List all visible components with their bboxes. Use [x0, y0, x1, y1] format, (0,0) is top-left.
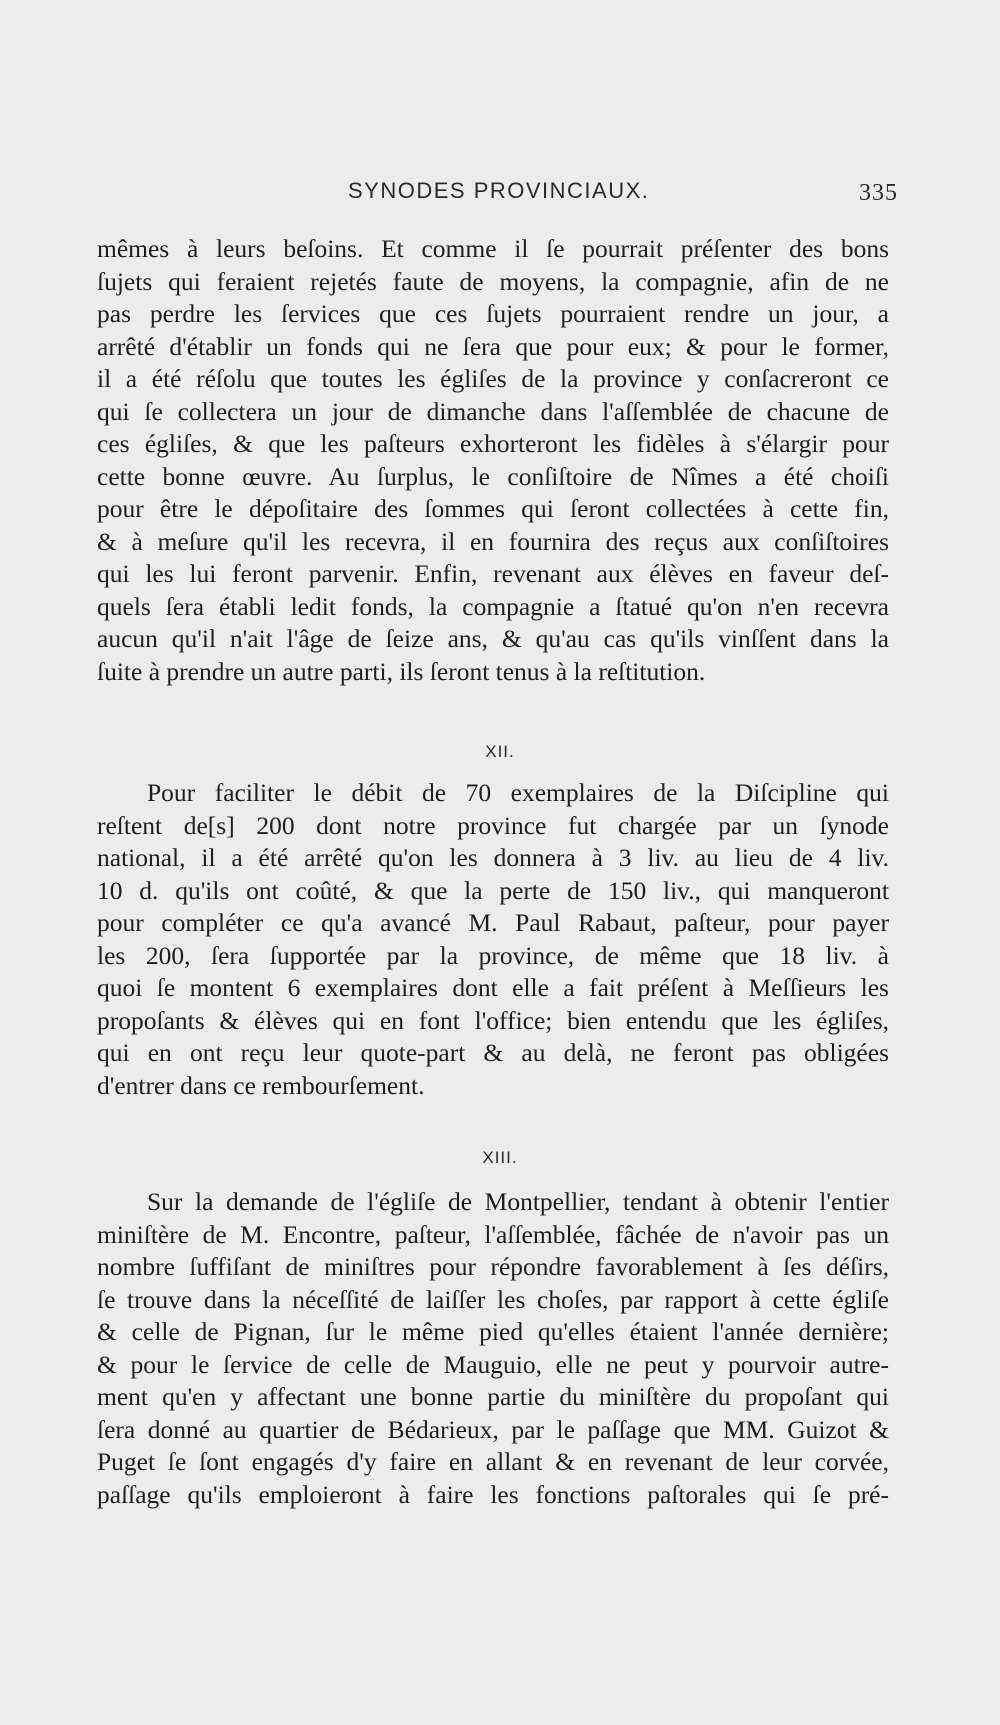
- text-line: & pour le ſervice de celle de Mauguio, elle ne peut y pourvoir autre-: [97, 1349, 889, 1379]
- text-line: reſtent de[s] 200 dont notre province fut chargée par un ſynode: [97, 810, 889, 840]
- text-line: propoſants & élèves qui en font l'office; bien entendu que les égliſes,: [97, 1005, 889, 1035]
- section-heading: XII.: [485, 742, 515, 761]
- text-line: ſe trouve dans la néceſſité de laiſſer les choſes, par rapport à cette égliſe: [97, 1284, 889, 1314]
- paragraph-continued: [97, 233, 889, 688]
- text-line: miniſtère de M. Encontre, paſteur, l'aſſemblée, fâchée de n'avoir pas un: [97, 1219, 889, 1249]
- text-line: qui les lui feront parvenir. Enfin, revenant aux élèves en faveur deſ-: [97, 559, 889, 588]
- text-line: nombre ſuffiſant de miniſtres pour répondre favorablement à ſes déſirs,: [97, 1252, 889, 1281]
- text-line: ſujets qui feraient rejetés faute de moyens, la compagnie, afin de ne: [97, 266, 889, 296]
- text-line: Sur la demande de l'égliſe de Montpellier, tendant à obtenir l'entier: [147, 1187, 889, 1216]
- text-line: Puget ſe ſont engagés d'y faire en allant & en revenant de leur corvée,: [97, 1447, 889, 1476]
- text-line: d'entrer dans ce rembourſement.: [97, 1070, 425, 1100]
- section-paragraph: [97, 777, 889, 1102]
- page-number: 335: [859, 180, 898, 206]
- text-line: pour compléter ce qu'a avancé M. Paul Rabaut, paſteur, pour payer: [97, 908, 889, 937]
- text-line: qui en ont reçu leur quote-part & au delà, ne feront pas obligées: [97, 1038, 889, 1067]
- text-line: pas perdre les ſervices que ces ſujets pourraient rendre un jour, a: [97, 299, 889, 328]
- text-line: ment qu'en y affectant une bonne partie du miniſtère du propoſant qui: [97, 1382, 889, 1411]
- text-line: cette bonne œuvre. Au ſurplus, le conſiſtoire de Nîmes a été choiſi: [97, 461, 889, 491]
- running-title: SYNODES PROVINCIAUX.: [348, 178, 650, 203]
- section-heading: XIII.: [482, 1148, 518, 1167]
- text-line: quels ſera établi ledit fonds, la compagnie a ſtatué qu'on n'en recevra: [97, 591, 889, 621]
- text-line: arrêté d'établir un fonds qui ne ſera que pour eux; & pour le former,: [97, 331, 889, 361]
- text-line: ces égliſes, & que les paſteurs exhorteront les fidèles à s'élargir pour: [97, 429, 889, 458]
- text-line: qui ſe collectera un jour de dimanche dans l'aſſemblée de chacune de: [97, 396, 889, 426]
- running-head: [98, 178, 898, 218]
- text-line: & à meſure qu'il les recevra, il en fournira des reçus aux conſiſtoires: [97, 526, 889, 556]
- text-line: ſera donné au quartier de Bédarieux, par le paſſage que MM. Guizot &: [97, 1414, 889, 1444]
- text-line: mêmes à leurs beſoins. Et comme il ſe pourrait préſenter des bons: [97, 234, 889, 263]
- text-line: quoi ſe montent 6 exemplaires dont elle a fait préſent à Meſſieurs les: [97, 973, 889, 1002]
- text-line: les 200, ſera ſupportée par la province, de même que 18 liv. à: [97, 940, 889, 970]
- section-paragraph: [97, 1186, 889, 1511]
- text-line: paſſage qu'ils emploieront à faire les fonctions paſtorales qui ſe pré-: [97, 1479, 889, 1509]
- text-line: national, il a été arrêté qu'on les donnera à 3 liv. au lieu de 4 liv.: [97, 843, 889, 872]
- text-line: aucun qu'il n'ait l'âge de ſeize ans, & qu'au cas qu'ils vinſſent dans la: [97, 624, 889, 653]
- text-line: ſuite à prendre un autre parti, ils ſeront tenus à la reſtitution.: [97, 656, 706, 686]
- text-line: pour être le dépoſitaire des ſommes qui ſeront collectées à cette fin,: [97, 494, 889, 523]
- text-line: Pour faciliter le débit de 70 exemplaires de la Diſcipline qui: [147, 778, 889, 807]
- text-line: il a été réſolu que toutes les égliſes de la province y conſacreront ce: [97, 364, 889, 393]
- text-line: & celle de Pignan, ſur le même pied qu'elles étaient l'année dernière;: [97, 1317, 889, 1346]
- text-line: 10 d. qu'ils ont coûté, & que la perte de 150 liv., qui manqueront: [97, 875, 889, 905]
